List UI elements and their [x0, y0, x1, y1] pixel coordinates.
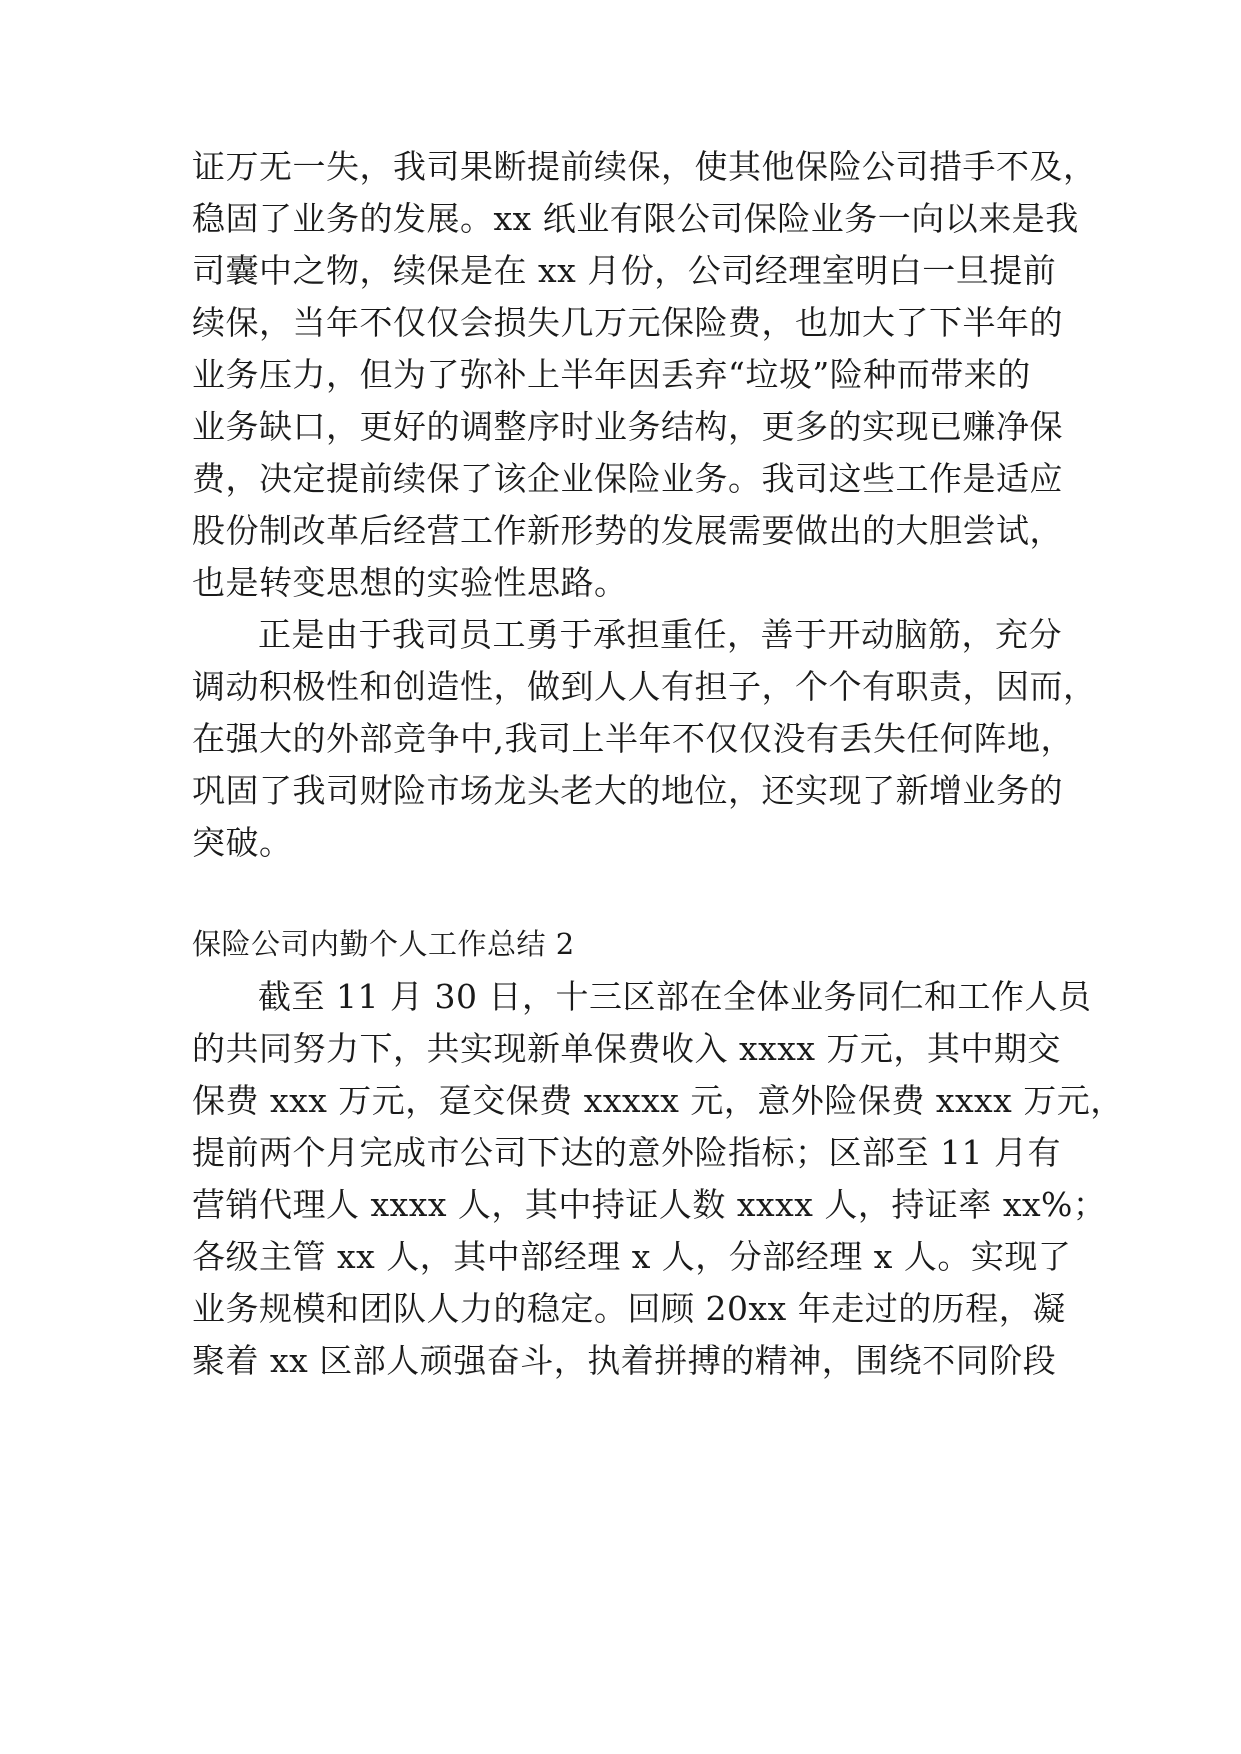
paragraph-3-line-1: 截至 11 月 30 日，十三区部在全体业务同仁和工作人员	[258, 977, 1092, 1016]
paragraph-3-line-6: 各级主管 xx 人，其中部经理 x 人，分部经理 x 人。实现了	[192, 1237, 1072, 1276]
paragraph-2-line-2: 调动积极性和创造性，做到人人有担子，个个有职责，因而，	[192, 667, 1097, 706]
paragraph-1-line-1: 证万无一失，我司果断提前续保，使其他保险公司措手不及，	[192, 147, 1097, 186]
paragraph-1-line-8: 股份制改革后经营工作新形势的发展需要做出的大胆尝试，	[192, 511, 1063, 550]
paragraph-1-line-9: 也是转变思想的实验性思路。	[192, 563, 628, 602]
paragraph-1-line-5: 业务压力，但为了弥补上半年因丢弃“垃圾”险种而带来的	[192, 355, 1031, 394]
paragraph-2-line-4: 巩固了我司财险市场龙头老大的地位，还实现了新增业务的	[192, 771, 1063, 810]
paragraph-2-line-3: 在强大的外部竞争中,我司上半年不仅仅没有丢失任何阵地，	[192, 719, 1074, 758]
paragraph-2-line-5: 突破。	[192, 823, 293, 862]
paragraph-1-line-4: 续保，当年不仅仅会损失几万元保险费，也加大了下半年的	[192, 303, 1063, 342]
paragraph-3-line-4: 提前两个月完成市公司下达的意外险指标；区部至 11 月有	[192, 1133, 1061, 1172]
paragraph-3-line-7: 业务规模和团队人力的稳定。回顾 20xx 年走过的历程，凝	[192, 1289, 1066, 1328]
paragraph-3-line-8: 聚着 xx 区部人顽强奋斗，执着拼搏的精神，围绕不同阶段	[192, 1341, 1057, 1380]
paragraph-1-line-2: 稳固了业务的发展。xx 纸业有限公司保险业务一向以来是我	[192, 199, 1079, 238]
section-heading: 保险公司内勤个人工作总结 2	[192, 927, 575, 961]
paragraph-3-line-2: 的共同努力下，共实现新单保费收入 xxxx 万元，其中期交	[192, 1029, 1061, 1068]
paragraph-3-line-5: 营销代理人 xxxx 人，其中持证人数 xxxx 人，持证率 xx%；	[192, 1185, 1107, 1224]
paragraph-3-line-3: 保费 xxx 万元，趸交保费 xxxxx 元，意外险保费 xxxx 万元，	[192, 1081, 1124, 1120]
paragraph-1-line-3: 司囊中之物，续保是在 xx 月份，公司经理室明白一旦提前	[192, 251, 1057, 290]
paragraph-1-line-6: 业务缺口，更好的调整序时业务结构，更多的实现已赚净保	[192, 407, 1063, 446]
paragraph-2-line-1: 正是由于我司员工勇于承担重任，善于开动脑筋，充分	[258, 615, 1062, 654]
paragraph-1-line-7: 费，决定提前续保了该企业保险业务。我司这些工作是适应	[192, 459, 1063, 498]
